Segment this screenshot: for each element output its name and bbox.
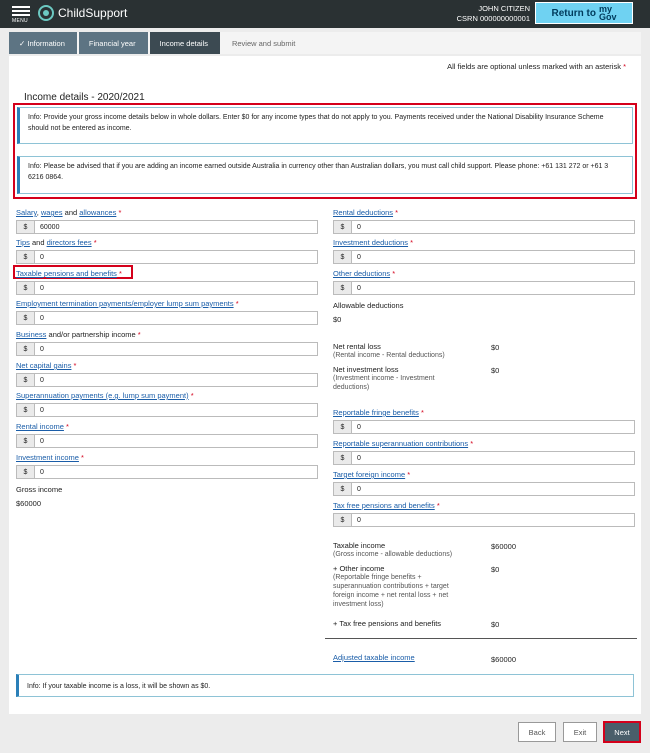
user-name: JOHN CITIZEN bbox=[478, 4, 530, 13]
asterisk: * bbox=[66, 422, 69, 431]
currency-prefix: $ bbox=[334, 421, 352, 433]
tax-free-pensions-value: 0 bbox=[357, 516, 361, 524]
super-payments-field bbox=[16, 391, 318, 417]
info-loss: Info: If your taxable income is a loss, it will be shown as $0. bbox=[16, 674, 634, 697]
other-income-sub1: (Reportable fringe benefits + bbox=[333, 574, 422, 581]
main-panel bbox=[9, 56, 641, 714]
net-investment-loss bbox=[333, 365, 435, 392]
net-investment-loss-sub2: deductions) bbox=[333, 384, 370, 391]
net-rental-loss-label: Net rental loss bbox=[333, 342, 381, 351]
currency-prefix: $ bbox=[334, 483, 352, 495]
other-income-sub4: investment loss) bbox=[333, 601, 384, 608]
gross-income-label: Gross income bbox=[16, 485, 63, 494]
tax-free-pensions-link[interactable]: Tax free pensions and benefits bbox=[333, 501, 435, 510]
other-deductions-link[interactable]: Other deductions bbox=[333, 269, 391, 278]
rental-income-value: 0 bbox=[40, 437, 44, 445]
adjusted-taxable-value: $60000 bbox=[491, 655, 517, 664]
tips-field bbox=[16, 238, 318, 264]
salary-link[interactable]: Salary bbox=[16, 208, 37, 217]
currency-prefix: $ bbox=[17, 312, 35, 324]
fringe-benefits-link[interactable]: Reportable fringe benefits bbox=[333, 408, 419, 417]
asterisk: * bbox=[93, 238, 97, 247]
gross-income-value: $60000 bbox=[16, 499, 42, 508]
salary-field bbox=[16, 208, 318, 234]
reportable-super-value: 0 bbox=[357, 454, 361, 462]
logo-text: ChildSupport bbox=[58, 6, 128, 20]
asterisk: * bbox=[118, 208, 122, 217]
target-foreign-link[interactable]: Target foreign income bbox=[333, 470, 406, 479]
target-foreign-field bbox=[333, 470, 635, 496]
next-button[interactable]: Next bbox=[603, 721, 641, 743]
step-review-submit: Review and submit bbox=[231, 38, 296, 48]
investment-deductions-link[interactable]: Investment deductions bbox=[333, 238, 409, 247]
asterisk: * bbox=[407, 470, 411, 479]
asterisk: * bbox=[81, 453, 84, 462]
tips-value: 0 bbox=[40, 253, 44, 261]
asterisk: * bbox=[119, 269, 122, 278]
other-income-label: + Other income bbox=[333, 564, 385, 573]
mygov-my: my bbox=[598, 4, 612, 14]
asterisk: * bbox=[73, 361, 77, 370]
asterisk: * bbox=[392, 269, 396, 278]
currency-prefix: $ bbox=[334, 251, 352, 263]
asterisk: * bbox=[436, 501, 440, 510]
investment-income-input[interactable] bbox=[16, 465, 318, 479]
wages-link[interactable]: wages bbox=[40, 208, 63, 217]
investment-deductions-input[interactable] bbox=[333, 250, 635, 264]
salary-input[interactable] bbox=[16, 220, 318, 234]
childsupport-logo-icon bbox=[38, 5, 54, 21]
investment-income-link[interactable]: Investment income bbox=[16, 453, 79, 462]
step-income-details: Income details bbox=[150, 32, 220, 54]
termination-field bbox=[16, 299, 318, 325]
taxable-income-label: Taxable income bbox=[333, 541, 386, 550]
childsupport-logo bbox=[38, 5, 127, 21]
asterisk: * bbox=[190, 391, 194, 400]
progress-steps bbox=[9, 32, 641, 54]
investment-income-value: 0 bbox=[40, 468, 44, 476]
rental-income-input[interactable] bbox=[16, 434, 318, 448]
rental-deductions-link[interactable]: Rental deductions bbox=[333, 208, 394, 217]
other-deductions-field bbox=[333, 269, 635, 295]
business-value: 0 bbox=[40, 345, 44, 353]
menu-label: MENU bbox=[12, 18, 28, 24]
plus-tax-free-value: $0 bbox=[491, 620, 500, 629]
salary-sep1: , bbox=[36, 208, 41, 217]
footer-actions bbox=[0, 713, 650, 753]
currency-prefix: $ bbox=[17, 435, 35, 447]
currency-prefix: $ bbox=[17, 374, 35, 386]
capital-gains-link[interactable]: Net capital gains bbox=[16, 361, 72, 370]
pensions-value: 0 bbox=[40, 284, 44, 292]
tips-link[interactable]: Tips bbox=[16, 238, 30, 247]
step-information[interactable]: ✓ Information bbox=[9, 32, 77, 54]
investment-deductions-field bbox=[333, 238, 635, 264]
capital-gains-input[interactable] bbox=[16, 373, 318, 387]
termination-input[interactable] bbox=[16, 311, 318, 325]
currency-prefix: $ bbox=[17, 466, 35, 478]
currency-prefix: $ bbox=[17, 221, 35, 233]
salary-sep2: and bbox=[62, 208, 80, 217]
return-label: Return to bbox=[551, 7, 596, 19]
mygov-gov: Gov bbox=[598, 12, 617, 22]
net-investment-loss-label: Net investment loss bbox=[333, 365, 399, 374]
salary-value: 60000 bbox=[40, 223, 60, 231]
allowable-deductions-value: $0 bbox=[333, 315, 342, 324]
reportable-super-link[interactable]: Reportable superannuation contributions bbox=[333, 439, 469, 448]
tips-input[interactable] bbox=[16, 250, 318, 264]
termination-value: 0 bbox=[40, 314, 44, 322]
tax-free-pensions-input[interactable] bbox=[333, 513, 635, 527]
top-bar bbox=[0, 0, 650, 28]
exit-button[interactable]: Exit bbox=[563, 722, 597, 742]
rental-income-link[interactable]: Rental income bbox=[16, 422, 64, 431]
asterisk: * bbox=[410, 238, 414, 247]
net-investment-loss-sub1: (Investment income - Investment bbox=[333, 375, 435, 382]
pensions-input[interactable] bbox=[16, 281, 318, 295]
taxable-income-value: $60000 bbox=[491, 542, 517, 551]
directors-fees-link[interactable]: directors fees bbox=[46, 238, 92, 247]
other-income-value: $0 bbox=[491, 565, 500, 574]
back-button[interactable]: Back bbox=[518, 722, 556, 742]
super-payments-input[interactable] bbox=[16, 403, 318, 417]
page-title: Income details - 2020/2021 bbox=[24, 92, 145, 103]
termination-link[interactable]: Employment termination payments/employer lump sum payments bbox=[16, 299, 234, 308]
target-foreign-input[interactable] bbox=[333, 482, 635, 496]
business-input[interactable] bbox=[16, 342, 318, 356]
investment-deductions-value: 0 bbox=[357, 253, 361, 261]
hamburger-icon bbox=[12, 6, 30, 8]
tax-free-pensions-field bbox=[333, 501, 635, 527]
asterisk: * bbox=[395, 208, 399, 217]
currency-prefix: $ bbox=[334, 221, 352, 233]
fringe-benefits-input[interactable] bbox=[333, 420, 635, 434]
other-income bbox=[333, 564, 449, 609]
return-to-mygov-button[interactable] bbox=[535, 2, 633, 24]
currency-prefix: $ bbox=[17, 282, 35, 294]
business-rest: and/or partnership income bbox=[46, 330, 136, 339]
currency-prefix: $ bbox=[17, 343, 35, 355]
net-investment-loss-value: $0 bbox=[491, 366, 500, 375]
step-financial-year[interactable]: Financial year bbox=[79, 32, 148, 54]
asterisk: * bbox=[235, 299, 239, 308]
adjusted-taxable-label bbox=[333, 653, 415, 662]
taxable-income-sub: (Gross income - allowable deductions) bbox=[333, 551, 453, 558]
rental-income-field bbox=[16, 422, 318, 448]
rental-deductions-value: 0 bbox=[357, 223, 361, 231]
info-foreign-currency: Info: Please be advised that if you are adding an income earned outside Australia in currency other than Australian dollars, you must call child support. Please phone: +61 131 272 or +61 3 6216 0864. bbox=[17, 156, 633, 194]
currency-prefix: $ bbox=[334, 514, 352, 526]
menu-button[interactable] bbox=[12, 6, 30, 24]
info-income: Info: Provide your gross income details below in whole dollars. Enter $0 for any income types that do not apply to you. Payments received under the National Disability Insurance Scheme should not be entered as income. bbox=[17, 107, 633, 144]
allowable-deductions-label: Allowable deductions bbox=[333, 301, 404, 310]
target-foreign-value: 0 bbox=[357, 485, 361, 493]
net-rental-loss-value: $0 bbox=[491, 343, 500, 352]
asterisk: * bbox=[470, 439, 474, 448]
business-field bbox=[16, 330, 318, 356]
asterisk: * bbox=[137, 330, 141, 339]
required-note bbox=[447, 62, 626, 71]
net-rental-loss bbox=[333, 342, 445, 360]
business-link[interactable]: Business bbox=[16, 330, 47, 339]
super-payments-value: 0 bbox=[40, 406, 44, 414]
user-csrn: CSRN 000000000001 bbox=[456, 14, 530, 23]
currency-prefix: $ bbox=[334, 452, 352, 464]
adjusted-taxable-link[interactable]: Adjusted taxable income bbox=[333, 653, 415, 662]
user-info bbox=[457, 4, 530, 24]
reportable-super-input[interactable] bbox=[333, 451, 635, 465]
taxable-pensions-link[interactable]: Taxable pensions and benefits bbox=[16, 269, 117, 278]
asterisk: * bbox=[420, 408, 424, 417]
other-income-sub2: superannuation contributions + target bbox=[333, 583, 449, 590]
currency-prefix: $ bbox=[17, 404, 35, 416]
pensions-field bbox=[16, 269, 318, 295]
reportable-super-field bbox=[333, 439, 635, 465]
fringe-benefits-value: 0 bbox=[357, 423, 361, 431]
currency-prefix: $ bbox=[334, 282, 352, 294]
rental-deductions-input[interactable] bbox=[333, 220, 635, 234]
other-deductions-value: 0 bbox=[357, 284, 361, 292]
other-deductions-input[interactable] bbox=[333, 281, 635, 295]
taxable-income bbox=[333, 541, 452, 559]
capital-gains-value: 0 bbox=[40, 376, 44, 384]
net-rental-loss-sub: (Rental income - Rental deductions) bbox=[333, 352, 445, 359]
totals-divider bbox=[325, 638, 637, 639]
tips-sep: and bbox=[29, 238, 47, 247]
fringe-benefits-field bbox=[333, 408, 635, 434]
super-payments-link[interactable]: Superannuation payments (e.g. lump sum payment) bbox=[16, 391, 189, 400]
other-income-sub3: foreign income + net rental loss + net bbox=[333, 592, 449, 599]
required-note-text: All fields are optional unless marked with an asterisk bbox=[447, 62, 621, 71]
currency-prefix: $ bbox=[17, 251, 35, 263]
allowances-link[interactable]: allowances bbox=[79, 208, 117, 217]
investment-income-field bbox=[16, 453, 318, 479]
plus-tax-free-label: + Tax free pensions and benefits bbox=[333, 619, 442, 628]
asterisk: * bbox=[623, 62, 626, 71]
rental-deductions-field bbox=[333, 208, 635, 234]
capital-gains-field bbox=[16, 361, 318, 387]
